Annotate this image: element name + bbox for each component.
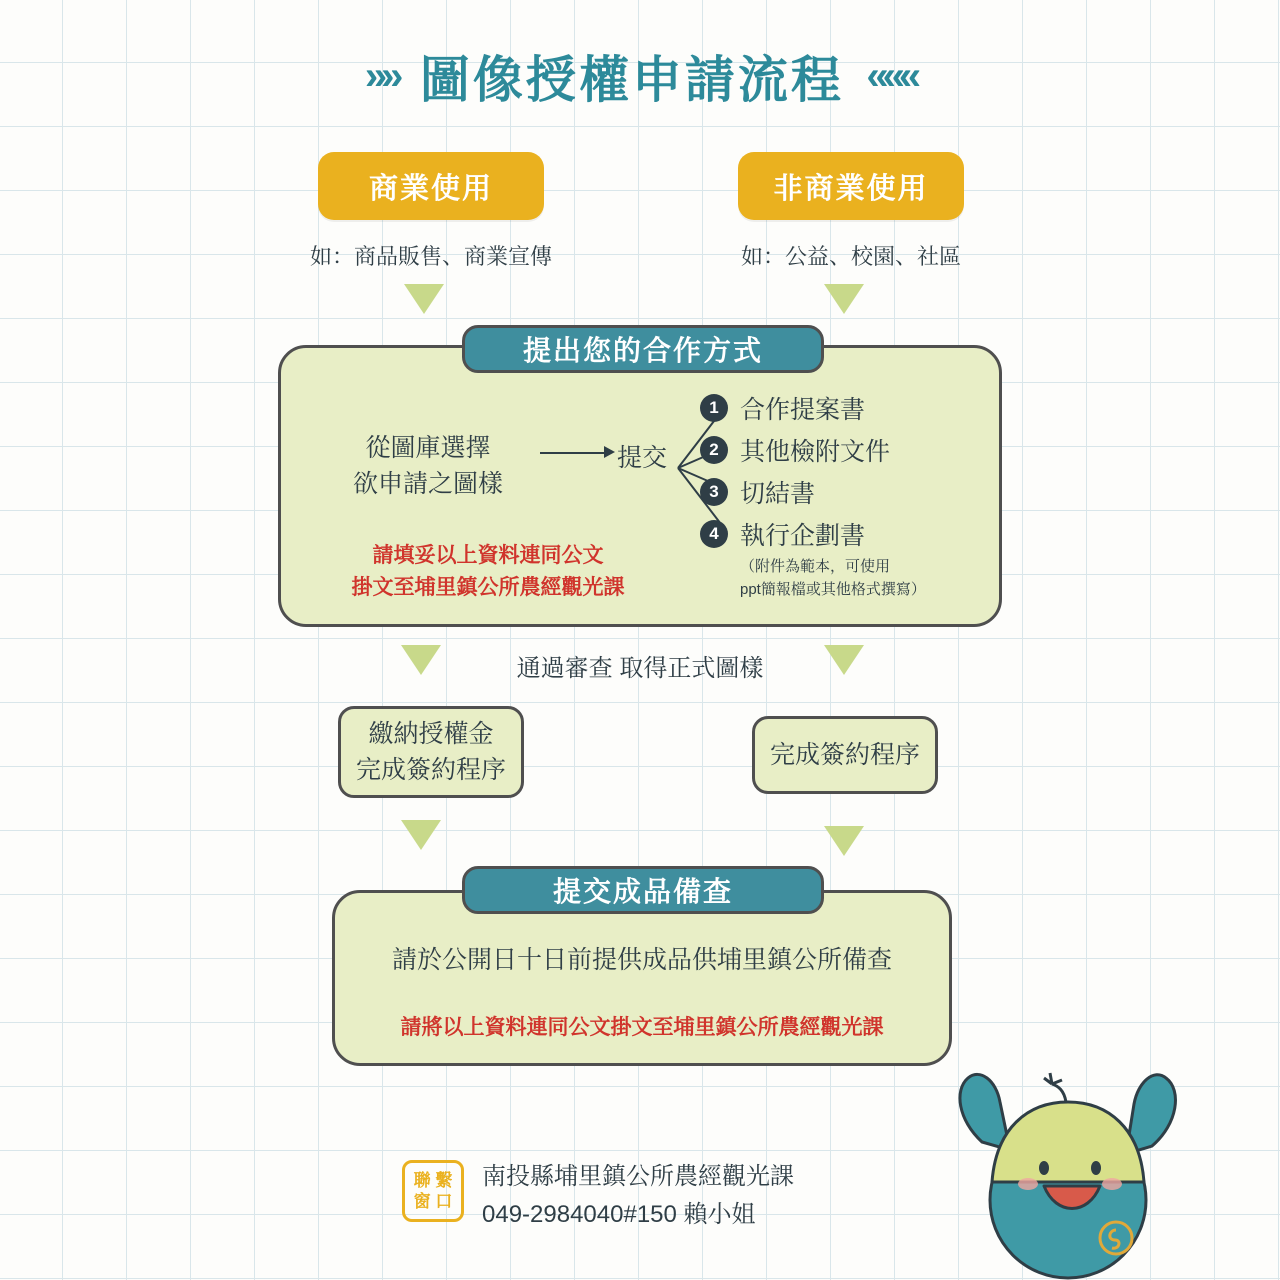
- step3-header: 提交成品備查: [462, 866, 824, 914]
- title-left-chevron-icon: »»: [364, 53, 398, 98]
- contact-info: [482, 1158, 794, 1235]
- arrow-down-commercial-2: [401, 645, 441, 675]
- contact-badge-line1: 聯 繫: [413, 1170, 453, 1190]
- arrow-down-commercial-3: [401, 820, 441, 850]
- doc-label: 合作提案書: [740, 396, 866, 424]
- list-item: [700, 430, 1000, 470]
- branch-note-noncommercial: 如：公益、校園、社區: [740, 244, 961, 269]
- step2-commercial-line2: 完成簽約程序: [355, 756, 506, 784]
- arrow-down-noncommercial-1: [824, 284, 864, 314]
- step2-commercial-box: [338, 706, 524, 798]
- step1-red-note-line1: 請填妥以上資料連同公文: [372, 544, 604, 567]
- doc-number-badge: 2: [700, 436, 728, 464]
- branch-note-commercial: 如：商品販售、商業宣傳: [309, 244, 552, 269]
- list-item: [700, 514, 1000, 554]
- contact-badge: [402, 1160, 464, 1222]
- doc-number-badge: 4: [700, 520, 728, 548]
- doc-number-badge: 3: [700, 478, 728, 506]
- step3-red-note: 請將以上資料連同公文掛文至埔里鎮公所農經觀光課: [400, 1016, 884, 1039]
- arrow-down-noncommercial-3: [824, 826, 864, 856]
- step1-footnote-line1: （附件為範本，可使用: [740, 558, 891, 575]
- contact-phone: 049-2984040#150 賴小姐: [482, 1201, 756, 1229]
- step1-red-note: [318, 540, 658, 603]
- step1-left-line2: 欲申請之圖樣: [352, 470, 503, 499]
- review-pass-label: 通過審查 取得正式圖樣: [516, 655, 764, 682]
- step1-left-line1: 從圖庫選擇: [365, 434, 491, 462]
- title-text: 圖像授權申請流程: [419, 52, 844, 108]
- doc-number-badge: 1: [700, 394, 728, 422]
- branch-pill-noncommercial: 非商業使用: [738, 152, 964, 220]
- doc-label: 其他檢附文件: [740, 438, 891, 466]
- step1-left-text: [318, 430, 538, 503]
- step1-footnote-line2: ppt簡報檔或其他格式撰寫）: [740, 580, 926, 598]
- step1-header: 提出您的合作方式: [462, 325, 824, 373]
- step2-noncommercial-box: 完成簽約程序: [752, 716, 938, 794]
- step1-footnote: [740, 556, 1000, 601]
- mascot-illustration: [940, 1050, 1200, 1280]
- contact-department: 南投縣埔里鎮公所農經觀光課: [482, 1163, 794, 1190]
- list-item: [700, 388, 1000, 428]
- step1-submit-label: 提交: [616, 444, 667, 472]
- doc-label: 執行企劃書: [740, 522, 866, 550]
- branch-pill-commercial: 商業使用: [318, 152, 544, 220]
- step1-red-note-line2: 掛文至埔里鎮公所農經觀光課: [351, 575, 625, 599]
- step3-body: 請於公開日十日前提供成品供埔里鎮公所備查: [391, 946, 892, 974]
- list-item: [700, 472, 1000, 512]
- doc-label: 切結書: [740, 480, 816, 508]
- title-right-chevron-icon: «««: [866, 53, 916, 98]
- page-title: [0, 40, 1280, 112]
- contact-badge-line2: 窗 口: [413, 1192, 453, 1211]
- step1-document-list: [700, 388, 1000, 556]
- step2-commercial-line1: 繳納授權金: [368, 719, 494, 748]
- arrow-down-commercial-1: [404, 284, 444, 314]
